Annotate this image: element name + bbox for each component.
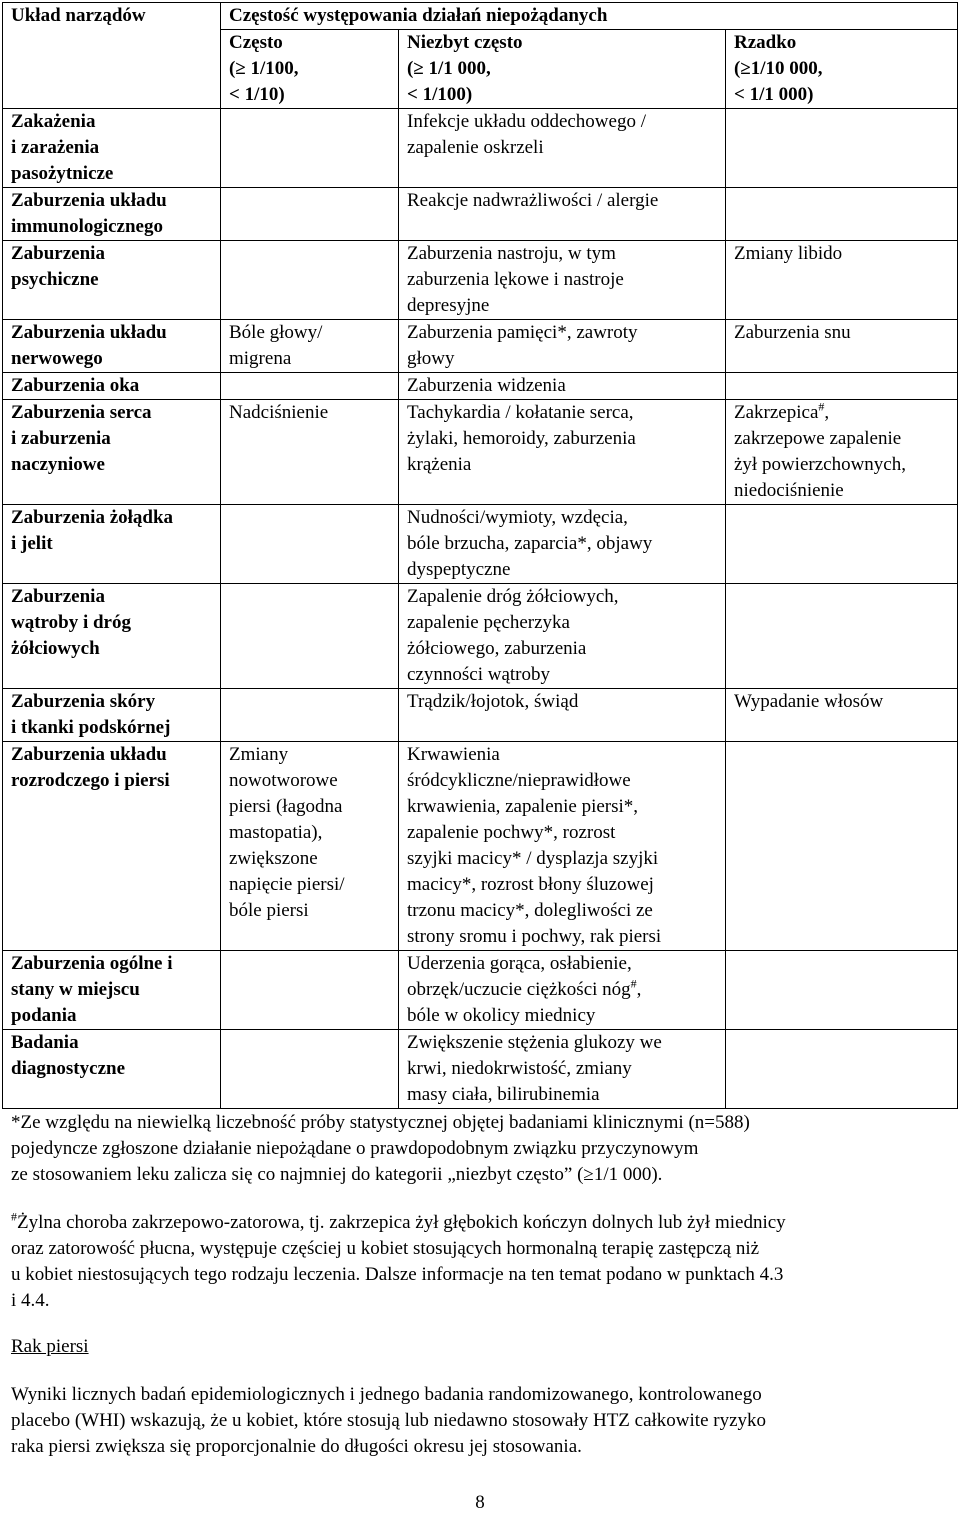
uncommon-text-b: , bóle w okolicy miednicy xyxy=(407,979,642,1026)
common-cell: Zmiany nowotworowe piersi (łagodna mastopatia), zwiększone napięcie piersi/ bóle piersi xyxy=(221,742,399,951)
common-cell xyxy=(221,1030,399,1109)
uncommon-cell: Krwawienia śródcykliczne/nieprawidłowe krwawienia, zapalenie piersi*, zapalenie pochwy*, rozrost szyjki macicy* / dysplazja szyjki macicy*, rozrost błony śluzowej trzonu macicy*, dolegliwości ze strony sromu i pochwy, rak piersi xyxy=(399,742,726,951)
rare-text-a: Zakrzepica xyxy=(734,402,819,423)
table-row xyxy=(3,400,958,505)
table-row xyxy=(3,584,958,689)
uncommon-cell: Infekcje układu oddechowego / zapalenie oskrzeli xyxy=(399,109,726,188)
organ-cell: Zaburzenia skóry i tkanki podskórnej xyxy=(3,689,221,742)
rare-cell: Zmiany libido xyxy=(726,241,958,320)
section-heading-rak-piersi: Rak piersi xyxy=(11,1336,89,1357)
organ-cell: Badania diagnostyczne xyxy=(3,1030,221,1109)
table-row xyxy=(3,373,958,400)
rare-cell xyxy=(726,584,958,689)
rare-cell xyxy=(726,188,958,241)
table-row xyxy=(3,951,958,1030)
organ-cell: Zaburzenia wątroby i dróg żółciowych xyxy=(3,584,221,689)
page-number: 8 xyxy=(475,1492,485,1513)
table-row xyxy=(3,320,958,373)
uncommon-cell: Zaburzenia widzenia xyxy=(399,373,726,400)
table-row xyxy=(3,689,958,742)
uncommon-cell: Nudności/wymioty, wzdęcia, bóle brzucha, zaparcia*, objawy dyspeptyczne xyxy=(399,505,726,584)
organ-cell: Zaburzenia układu immunologicznego xyxy=(3,188,221,241)
table-row xyxy=(3,742,958,951)
rare-cell xyxy=(726,505,958,584)
rare-cell xyxy=(726,400,958,505)
organ-cell: Zakażenia i zarażenia pasożytnicze xyxy=(3,109,221,188)
common-cell: Bóle głowy/ migrena xyxy=(221,320,399,373)
uncommon-cell: Zaburzenia pamięci*, zawroty głowy xyxy=(399,320,726,373)
table-row xyxy=(3,505,958,584)
rare-cell xyxy=(726,109,958,188)
organ-cell: Zaburzenia serca i zaburzenia naczyniowe xyxy=(3,400,221,505)
organ-cell: Zaburzenia żołądka i jelit xyxy=(3,505,221,584)
organ-cell: Zaburzenia układu rozrodczego i piersi xyxy=(3,742,221,951)
rare-cell xyxy=(726,742,958,951)
table-row xyxy=(3,1030,958,1109)
uncommon-text-a: Uderzenia gorąca, osłabienie, obrzęk/uczucie ciężkości nóg xyxy=(407,953,632,1000)
uncommon-cell xyxy=(399,951,726,1030)
header-common: Często (≥ 1/100, < 1/10) xyxy=(221,30,399,109)
uncommon-cell: Tachykardia / kołatanie serca, żylaki, hemoroidy, zaburzenia krążenia xyxy=(399,400,726,505)
rak-piersi-paragraph: Wyniki licznych badań epidemiologicznych i jednego badania randomizowanego, kontrolowanego placebo (WHI) wskazują, że u kobiet, które stosują lub niedawno stosowały HTZ całkowite ryzyko raka piersi zwiększa się proporcjonalnie do długości okresu jej stosowania. xyxy=(11,1384,767,1457)
table-row xyxy=(3,109,958,188)
common-cell xyxy=(221,241,399,320)
common-cell xyxy=(221,689,399,742)
header-uncommon: Niezbyt często (≥ 1/1 000, < 1/100) xyxy=(399,30,726,109)
uncommon-cell: Trądzik/łojotok, świąd xyxy=(399,689,726,742)
organ-cell: Zaburzenia ogólne i stany w miejscu podania xyxy=(3,951,221,1030)
hash-footnote-text: Żylna choroba zakrzepowo-zatorowa, tj. zakrzepica żył głębokich kończyn dolnych lub żył miednicy oraz zatorowość płucna, występuje częściej u kobiet stosujących hormonalną terapię zastępczą niż u kobiet niestosujących tego rodzaju leczenia. Dalsze informacje na ten temat podano w punktach 4.3 i 4.4. xyxy=(11,1212,786,1311)
table-header-row xyxy=(3,3,958,30)
asterisk-footnote: *Ze względu na niewielką liczebność próby statystycznej objętej badaniami klinicznymi (n=588) pojedyncze zgłoszone działanie niepożądane o prawdopodobnym związku przyczynowym ze stosowaniem leku zalicza się co najmniej do kategorii „niezbyt często” (≥1/1 000). xyxy=(11,1112,750,1185)
common-cell xyxy=(221,951,399,1030)
organ-cell: Zaburzenia psychiczne xyxy=(3,241,221,320)
common-cell xyxy=(221,584,399,689)
hash-superscript: # xyxy=(818,399,825,414)
rare-cell xyxy=(726,1030,958,1109)
hash-footnote-mark: # xyxy=(11,1209,17,1224)
uncommon-cell: Zaburzenia nastroju, w tym zaburzenia lękowe i nastroje depresyjne xyxy=(399,241,726,320)
uncommon-cell: Zapalenie dróg żółciowych, zapalenie pęcherzyka żółciowego, zaburzenia czynności wątroby xyxy=(399,584,726,689)
rare-cell: Wypadanie włosów xyxy=(726,689,958,742)
header-frequency-title: Częstość występowania działań niepożądanych xyxy=(221,3,958,30)
common-cell xyxy=(221,373,399,400)
rare-text-b: , zakrzepowe zapalenie żył powierzchownych, niedociśnienie xyxy=(734,402,906,501)
organ-cell: Zaburzenia układu nerwowego xyxy=(3,320,221,373)
uncommon-cell: Zwiększenie stężenia glukozy we krwi, niedokrwistość, zmiany masy ciała, bilirubinemia xyxy=(399,1030,726,1109)
hash-superscript: # xyxy=(630,976,637,991)
table-row xyxy=(3,241,958,320)
hash-footnote xyxy=(11,1210,946,1314)
header-rare: Rzadko (≥1/10 000, < 1/1 000) xyxy=(726,30,958,109)
uncommon-cell: Reakcje nadwrażliwości / alergie xyxy=(399,188,726,241)
common-cell xyxy=(221,109,399,188)
organ-cell: Zaburzenia oka xyxy=(3,373,221,400)
adverse-reactions-table xyxy=(2,2,958,1109)
common-cell xyxy=(221,505,399,584)
footnotes-section xyxy=(11,1110,946,1460)
common-cell xyxy=(221,188,399,241)
table-row xyxy=(3,188,958,241)
header-organ-class: Układ narządów xyxy=(3,3,221,109)
rare-cell: Zaburzenia snu xyxy=(726,320,958,373)
common-cell: Nadciśnienie xyxy=(221,400,399,505)
rare-cell xyxy=(726,951,958,1030)
rare-cell xyxy=(726,373,958,400)
